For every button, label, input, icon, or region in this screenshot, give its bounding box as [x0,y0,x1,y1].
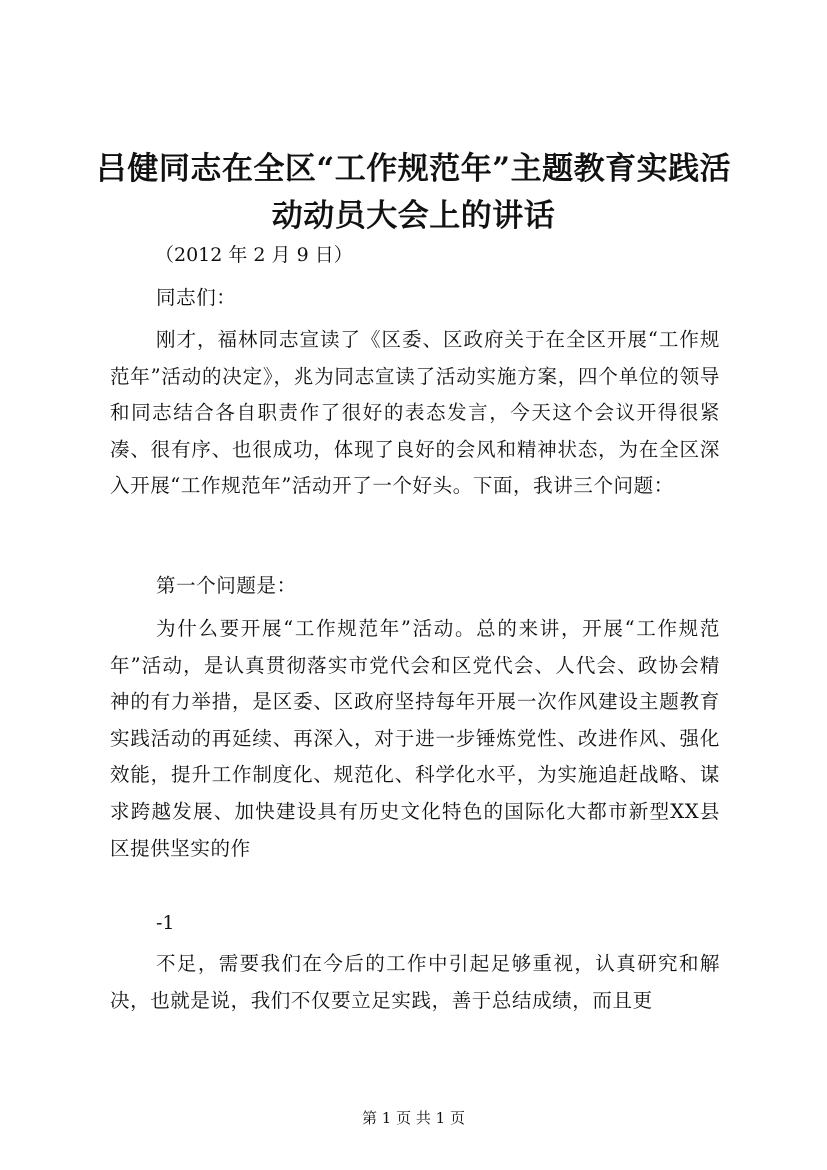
salutation: 同志们： [156,286,237,309]
page-fragment-number: -1 [156,912,175,934]
paragraph-why: 为什么要开展“工作规范年”活动。总的来讲，开展“工作规范年”活动，是认真贯彻落实市党代会和区党代会、人代会、政协会精神的有力举措，是区委、区政府坚持每年开展一次作风建设主题教育实践活动的再延续、再深入，对于进一步锤炼党性、改进作风、强化效能，提升工作制度化、规范化、科学化水平，为实施追赶战略、谋求跨越发展、加快建设具有历史文化特色的国际化大都市新型XX县区提供坚实的作 [110,617,720,860]
document-title: 吕健同志在全区“工作规范年”主题教育实践活动动员大会上的讲话 [95,151,732,234]
section-heading-first: 第一个问题是： [156,574,297,597]
page-footer: 第 1 页 共 1 页 [362,1109,465,1127]
paragraph-opening: 刚才，福林同志宣读了《区委、区政府关于在全区开展“工作规范年”活动的决定》，兆为同志宣读了活动实施方案，四个单位的领导和同志结合各自职责作了很好的表态发言，今天这个会议开得很紧凑、很有序、也很成功，体现了良好的会风和精神状态，为在全区深入开展“工作规范年”活动开了一个好头。下面，我讲三个问题： [110,328,720,498]
speech-date: （2012 年 2 月 9 日） [155,244,353,266]
paragraph-continuation: 不足，需要我们在今后的工作中引起足够重视，认真研究和解决，也就是说，我们不仅要立足实践，善于总结成绩，而且更 [110,952,720,1012]
